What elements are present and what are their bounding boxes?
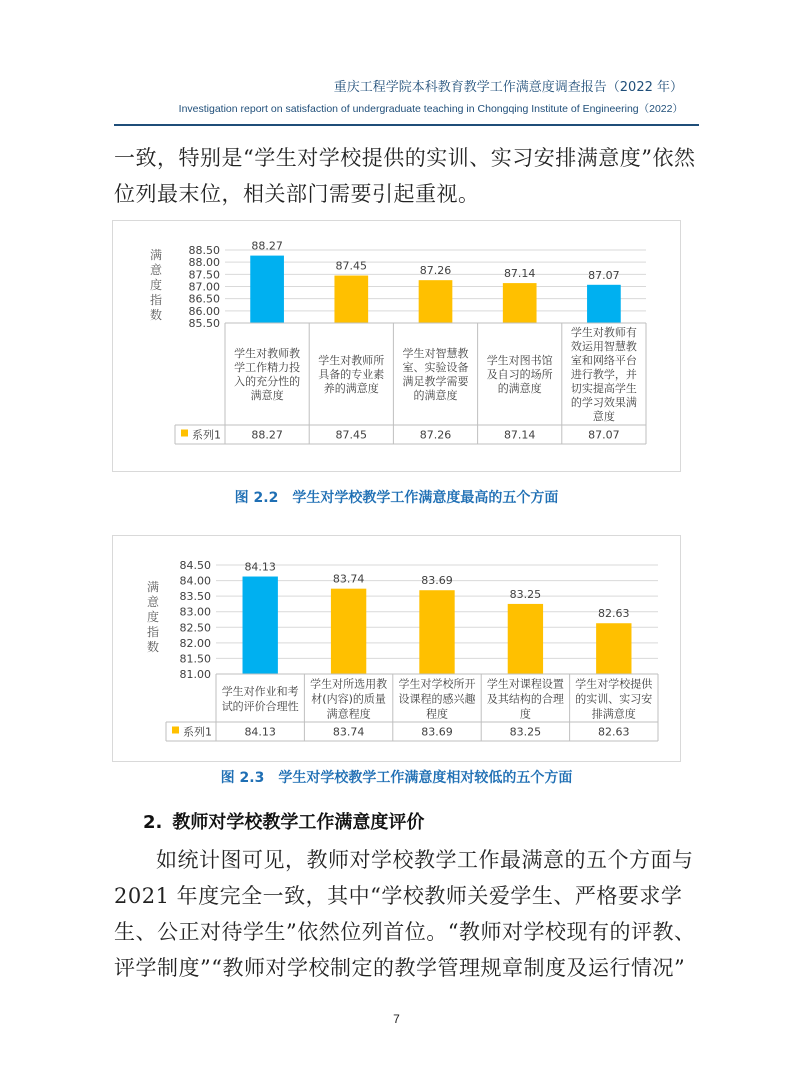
y-axis-title-char: 度	[146, 610, 160, 624]
paragraph-1: 一致，特别是“学生对学校提供的实训、实习安排满意度”依然位列最末位，相关部门需要引起重视。	[114, 146, 696, 206]
category-label: 学生对教师所具备的专业素养的满意度	[318, 354, 385, 395]
chart-top-five	[113, 221, 680, 471]
category-label: 学生对教师有效运用智慧教室和网络平台进行教学，并切实提高学生的学习效果满意度	[570, 326, 637, 423]
category-label: 学生对教师教学工作精力投入的充分性的满意度	[234, 347, 301, 402]
table-value: 83.74	[332, 725, 365, 739]
bar-value-label: 88.27	[251, 239, 283, 253]
y-tick-label: 88.50	[188, 244, 220, 257]
table-value: 88.27	[251, 428, 283, 442]
y-tick-label: 86.00	[188, 304, 220, 318]
section-number: 2.	[143, 812, 163, 833]
figure-2-2-caption: 图 2.2 学生对学校教学工作满意度最高的五个方面	[234, 490, 559, 506]
y-tick-label: 85.50	[188, 317, 220, 330]
y-tick-label: 81.00	[179, 668, 211, 681]
figure-2-3-caption: 图 2.3 学生对学校教学工作满意度相对较低的五个方面	[220, 770, 573, 786]
figure-2-3	[112, 535, 681, 762]
y-tick-label: 87.50	[188, 268, 220, 282]
y-tick-label: 86.50	[188, 292, 220, 306]
bar-value-label: 87.07	[588, 268, 620, 282]
y-axis-title-char: 意	[149, 263, 163, 277]
bar-5	[587, 285, 621, 323]
bar-value-label: 83.25	[509, 587, 542, 601]
y-tick-label: 83.00	[179, 605, 211, 619]
bar-4	[508, 604, 543, 674]
category-label: 学生对智慧教室、实验设备满足教学需要的满意度	[402, 347, 469, 402]
bar-1	[250, 256, 284, 323]
page-number: 7	[393, 1012, 400, 1026]
section-heading	[143, 808, 424, 834]
category-label: 学生对作业和考试的评价合理性	[221, 685, 299, 713]
bar-3	[419, 280, 453, 323]
page-header	[90, 76, 683, 116]
category-label: 学生对课程设置及其结构的合理度	[486, 677, 564, 721]
table-value: 87.26	[419, 428, 452, 442]
table-value: 82.63	[598, 725, 630, 739]
y-axis-title-char: 数	[149, 308, 163, 322]
table-value: 84.13	[244, 725, 276, 739]
y-tick-label: 83.50	[179, 590, 211, 604]
chart-bottom-five	[113, 536, 680, 761]
y-tick-label: 84.00	[179, 574, 211, 588]
figure-2-2	[112, 220, 681, 472]
paragraph-2	[114, 842, 704, 986]
paragraph-2-text: 如统计图可见，教师对学校教学工作最满意的五个方面与2021 年度完全一致，其中“学校教师关爱学生、严格要求学生、公正对待学生”依然位列首位。“教师对学校现有的评教、评学制度”“教师对学校制定的教学管理规章制度及运行情况”	[114, 848, 696, 980]
bar-4	[503, 283, 537, 323]
y-axis-title-char: 度	[149, 278, 163, 292]
category-label: 学生对学校所开设课程的感兴趣程度	[398, 677, 476, 721]
table-value: 87.07	[588, 428, 620, 442]
legend-swatch	[172, 727, 179, 734]
bar-value-label: 87.14	[503, 267, 536, 281]
category-label: 学生对学校提供的实训、实习安排满意度	[575, 677, 653, 721]
table-value: 87.45	[335, 428, 368, 442]
bar-value-label: 87.26	[419, 264, 452, 278]
y-tick-label: 84.50	[179, 559, 211, 572]
category-label: 学生对图书馆及自习的场所的满意度	[486, 354, 553, 395]
legend-label: 系列1	[192, 428, 221, 442]
y-tick-label: 82.00	[179, 636, 211, 650]
y-axis-title-char: 意	[146, 595, 160, 609]
bar-5	[596, 623, 631, 674]
bar-1	[243, 577, 278, 674]
y-tick-label: 81.50	[179, 652, 211, 666]
y-tick-label: 87.00	[188, 280, 220, 294]
legend-label: 系列1	[183, 725, 212, 739]
bar-value-label: 83.69	[421, 574, 453, 588]
header-title-en: Investigation report on satisfaction of undergraduate teaching in Chongqing Institute of Engineering（2022）	[178, 103, 683, 115]
bar-value-label: 84.13	[244, 560, 276, 574]
bar-3	[419, 590, 454, 674]
bar-2	[334, 276, 368, 323]
y-axis-title-char: 满	[149, 248, 163, 262]
category-label: 学生对所选用教材(内容)的质量满意程度	[310, 677, 388, 721]
y-tick-label: 82.50	[179, 621, 211, 635]
header-divider	[114, 124, 699, 126]
bar-value-label: 83.74	[332, 572, 365, 586]
table-value: 87.14	[503, 428, 536, 442]
header-title-cn: 重庆工程学院本科教育教学工作满意度调查报告（2022 年）	[333, 80, 683, 95]
y-tick-label: 88.00	[188, 256, 220, 270]
bar-2	[331, 589, 366, 674]
table-value: 83.25	[509, 725, 542, 739]
bar-value-label: 87.45	[335, 259, 368, 273]
y-axis-title-char: 指	[149, 293, 163, 307]
legend-swatch	[181, 430, 188, 437]
y-axis-title-char: 指	[146, 625, 160, 639]
section-title: 教师对学校教学工作满意度评价	[172, 812, 425, 833]
y-axis-title-char: 满	[146, 580, 160, 594]
table-value: 83.69	[421, 725, 453, 739]
y-axis-title-char: 数	[146, 640, 160, 654]
bar-value-label: 82.63	[598, 607, 630, 621]
